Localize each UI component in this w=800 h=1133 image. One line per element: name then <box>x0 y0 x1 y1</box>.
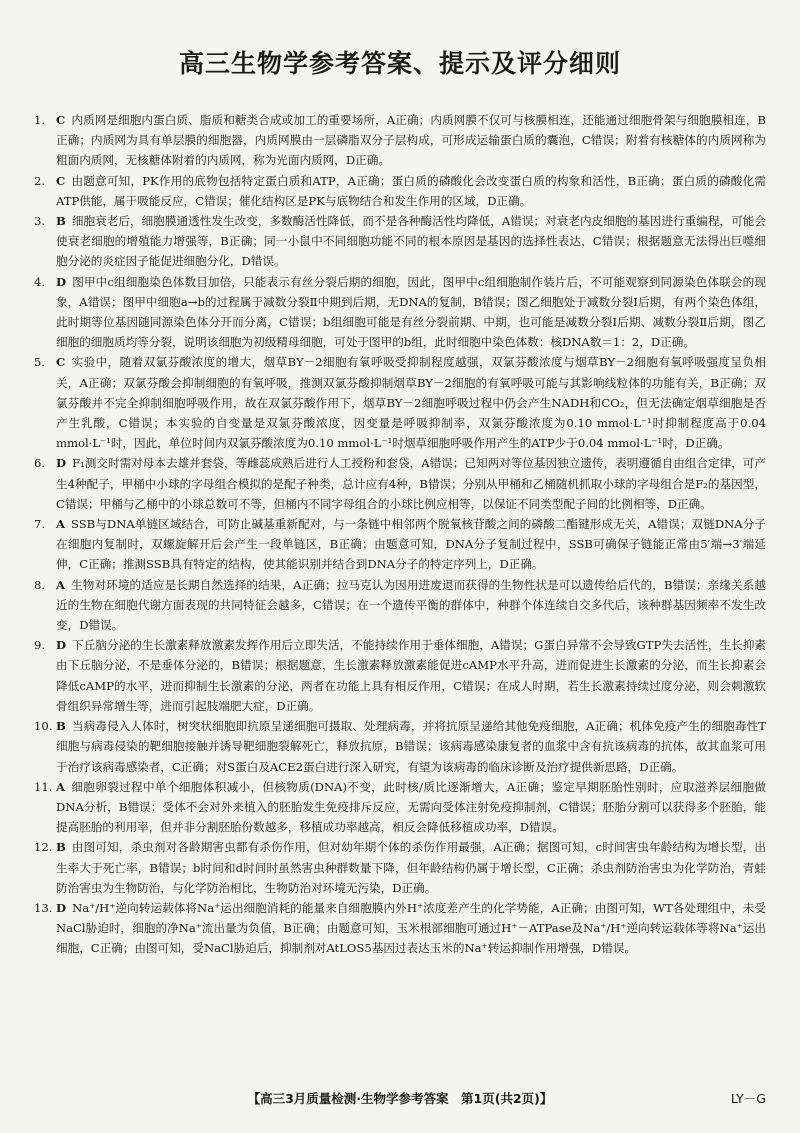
document-code: LY－G <box>730 1091 766 1106</box>
answer-item <box>34 575 766 636</box>
answer-item <box>34 453 766 514</box>
answer-choice: C <box>56 113 66 127</box>
answer-choice: B <box>56 719 66 734</box>
answer-choice: A <box>56 577 65 592</box>
answer-item <box>34 837 766 898</box>
explanation-text: 内质网是细胞内蛋白质、脂质和糖类合成或加工的重要场所，A正确；内质网膜不仅可与核膜相连，还能通过细胞骨架与细胞膜相连，B正确；内质网为具有单层膜的细胞器，内质网膜由一层磷脂双分子层构成，可形成运输蛋白质的囊泡，C错误；附着有核糖体的内质网称为粗面内质网，无核糖体附着的内质网，称为光面内质网，D正确。 <box>56 113 766 168</box>
question-number: 4. <box>34 274 46 289</box>
page-title: 高三生物学参考答案、提示及评分细则 <box>178 49 621 78</box>
answer-item <box>34 716 766 777</box>
question-number: 11. <box>34 779 53 794</box>
answer-item <box>34 171 766 211</box>
answer-item <box>34 211 766 272</box>
page-footer: 【高三3月质量检测·生物学参考答案 第1页(共2页)】 <box>247 1091 553 1106</box>
answer-item <box>34 110 766 171</box>
question-number: 10. <box>34 719 53 734</box>
answer-item <box>34 272 766 353</box>
answer-choice: B <box>56 840 66 855</box>
explanation-text: 由题意可知，PK作用的底物包括特定蛋白质和ATP，A正确；蛋白质的磷酸化会改变蛋白质的构象和活性，B正确；蛋白质的磷酸化需ATP供能，属于吸能反应，C错误；催化结构区是PK与底物结合和发生作用的区域，D正确。 <box>56 173 766 208</box>
answer-item <box>34 898 766 959</box>
explanation-text: 由图可知，杀虫剂对各龄期害虫都有杀伤作用，但对幼年期个体的杀伤作用最强，A正确；据图可知，c时间害虫年龄结构为增长型，出生率大于死亡率，B错误；b时间和d时间时虽然害虫种群数量下降，但年龄结构仍属于增长型，C正确；杀虫剂防治害虫为化学防治，青蛙防治害虫为生物防治，与化学防治相比，生物防治对环境无污染，D正确。 <box>56 840 766 895</box>
explanation-text: Na⁺/H⁺逆向转运载体将Na⁺运出细胞消耗的能量来自细胞膜内外H⁺浓度差产生的化学势能，A正确；由图可知，WT各处理组中，未受NaCl胁迫时，细胞的净Na⁺流出量为负值，B正确；由题意可知，玉米根部细胞可通过H⁺－ATPase及Na⁺/H⁺逆向转运载体等将Na⁺运出细胞，C正确；由图可知，受NaCl胁迫后，抑制剂对AtLOS5基因过表达玉米的Na⁺转运抑制作用增强，D错误。 <box>56 900 766 956</box>
explanation-text: 下丘脑分泌的生长激素释放激素发挥作用后立即失活，不能持续作用于垂体细胞，A错误；G蛋白异常不会导致GTP失去活性，生长抑素由下丘脑分泌，不是垂体分泌的，B错误；根据题意，生长激素释放激素能促进cAMP水平升高，进而促进生长激素的分泌，而生长抑素会降低cAMP的水平，进而抑制生长激素的分泌，两者在功能上具有相反作用，C错误；在成人时期，若生长激素持续过度分泌，则会刺激软骨组织异常增生等，进而引起肢端肥大症，D正确。 <box>56 638 766 713</box>
answer-item <box>34 777 766 838</box>
explanation-text: 当病毒侵入人体时，树突状细胞即抗原呈递细胞可摄取、处理病毒，并将抗原呈递给其他免疫细胞，A正确；机体免疫产生的细胞毒性T细胞与病毒侵染的靶细胞接触并诱导靶细胞裂解死亡，释放抗原，B错误；该病毒感染康复者的血浆中含有抗该病毒的抗体，故其血浆可用于治疗该病毒感染者，C正确；对S蛋白及ACE2蛋白进行深入研究，有望为该病毒的临床诊断及治疗提供新思路，D正确。 <box>56 719 766 774</box>
question-number: 12. <box>34 840 53 855</box>
answer-choice: A <box>56 517 65 532</box>
explanation-text: 图甲中c组细胞染色体数目加倍，只能表示有丝分裂后期的细胞，因此，图甲中c组细胞制作装片后，不可能观察到同源染色体联会的现象，A错误；图甲中细胞a→b的过程属于减数分裂Ⅱ中期到后期，无DNA的复制，B错误；图乙细胞处于减数分裂Ⅰ后期，有两个染色体组，此时期等位基因随同源染色体分开而分离，C错误；b组细胞可能是有丝分裂前期、中期，也可能是减数分裂Ⅰ后期、减数分裂Ⅱ后期，图乙细胞的细胞质均等分裂，说明该细胞为初级精母细胞，可处于图甲的b组，此时细胞中染色体数：核DNA数＝1：2，D正确。 <box>56 274 766 350</box>
answer-item <box>34 514 766 575</box>
answer-choice: A <box>56 779 65 794</box>
question-number: 3. <box>34 214 46 229</box>
explanation-text: F₁测交时需对母本去雄并套袋，等雌蕊成熟后进行人工授粉和套袋，A错误；已知两对等位基因独立遗传，表明遵循自由组合定律，可产生4种配子，甲桶中小球的字母组合模拟的是配子种类，总计应有4种，B错误；分别从甲桶和乙桶随机抓取小球的字母组合是F₂的基因型，C错误；甲桶与乙桶中的小球总数可不等，但桶内不同字母组合的小球比例应相等，以保证不同类型配子间的比例相等，D正确。 <box>56 456 766 511</box>
question-number: 9. <box>34 638 46 653</box>
question-number: 7. <box>34 517 46 532</box>
explanation-text: 细胞卵裂过程中单个细胞体积减小，但核物质(DNA)不变，此时核/质比逐渐增大，A正确；鉴定早期胚胎性别时，应取滋养层细胞做DNA分析，B错误；受体不会对外来植入的胚胎发生免疫排斥反应，无需向受体注射免疫抑制剂，C错误；胚胎分割可以获得多个胚胎，能提高胚胎的利用率，但并非分割胚胎份数越多，移植成功率越高，相反会降低移植成功率，D错误。 <box>56 779 766 835</box>
question-number: 8. <box>34 577 46 592</box>
explanation-text: 细胞衰老后，细胞膜通透性发生改变，多数酶活性降低，而不是各种酶活性均降低，A错误；对衰老内皮细胞的基因进行重编程，可能会使衰老细胞的增殖能力增强等，B正确；同一小鼠中不同细胞功能不同的根本原因是基因的选择性表达，C错误；根据题意无法得出巨噬细胞分泌的炎症因子能促进细胞分化，D错误。 <box>56 214 766 269</box>
answer-choice: B <box>56 214 66 229</box>
answer-choice: D <box>56 638 67 653</box>
question-number: 13. <box>34 900 53 915</box>
answer-item <box>34 352 766 453</box>
question-number: 1. <box>34 113 46 127</box>
answer-choice: D <box>56 456 67 471</box>
explanation-text: 生物对环境的适应是长期自然选择的结果，A正确；拉马克认为因用进废退而获得的生物性状是可以遗传给后代的，B错误；亲缘关系越近的生物在细胞代谢方面表现的共同特征会越多，C错误；在一个遗传平衡的群体中，种群个体连续自交多代后，该种群基因频率不发生改变，D错误。 <box>56 577 766 633</box>
answer-choice: C <box>56 173 66 188</box>
question-number: 6. <box>34 456 46 471</box>
answer-choice: D <box>56 900 67 915</box>
answer-choice: C <box>56 355 66 370</box>
answer-item <box>34 635 766 716</box>
answer-list <box>34 110 766 959</box>
explanation-text: SSB与DNA单链区域结合，可防止碱基重新配对，与一条链中相邻两个脱氧核苷酸之间的磷酸二酯键形成无关，A错误；双链DNA分子在细胞内复制时，双螺旋解开后会产生一段单链区，B正确；由题意可知，DNA分子复制过程中，SSB可确保子链能正常由5′端→3′端延伸，C正确；推测SSB具有特定的结构，使其能识别并结合到DNA分子的特定序列上，D正确。 <box>56 517 766 572</box>
explanation-text: 实验中，随着双氯芬酸浓度的增大，烟草BY－2细胞有氧呼吸受抑制程度越强，双氯芬酸浓度与烟草BY－2细胞有氧呼吸强度呈负相关，A正确；双氯芬酸会抑制细胞的有氧呼吸，推测双氯芬酸抑制烟草BY－2细胞的有氧呼吸可能与其影响线粒体的功能有关，B正确；双氯芬酸并不完全抑制细胞呼吸作用，故在双氯芬酸作用下，烟草BY－2细胞呼吸过程中仍会产生NADH和CO₂，但无法确定烟草细胞是否产生乳酸，C错误；本实验的自变量是双氯芬酸浓度，因变量是呼吸抑制率，双氯芬酸浓度为0.10 mmol·L⁻¹时抑制程度高于0.04 mmol·L⁻¹时，因此，单位时间内双氯芬酸浓度为0.10 mmol·L⁻¹时烟草细胞呼吸作用产生的ATP少于0.04 mmol·L⁻¹时，D正确。 <box>56 355 766 451</box>
question-number: 5. <box>34 355 46 370</box>
answer-choice: D <box>56 274 67 289</box>
question-number: 2. <box>34 173 46 188</box>
